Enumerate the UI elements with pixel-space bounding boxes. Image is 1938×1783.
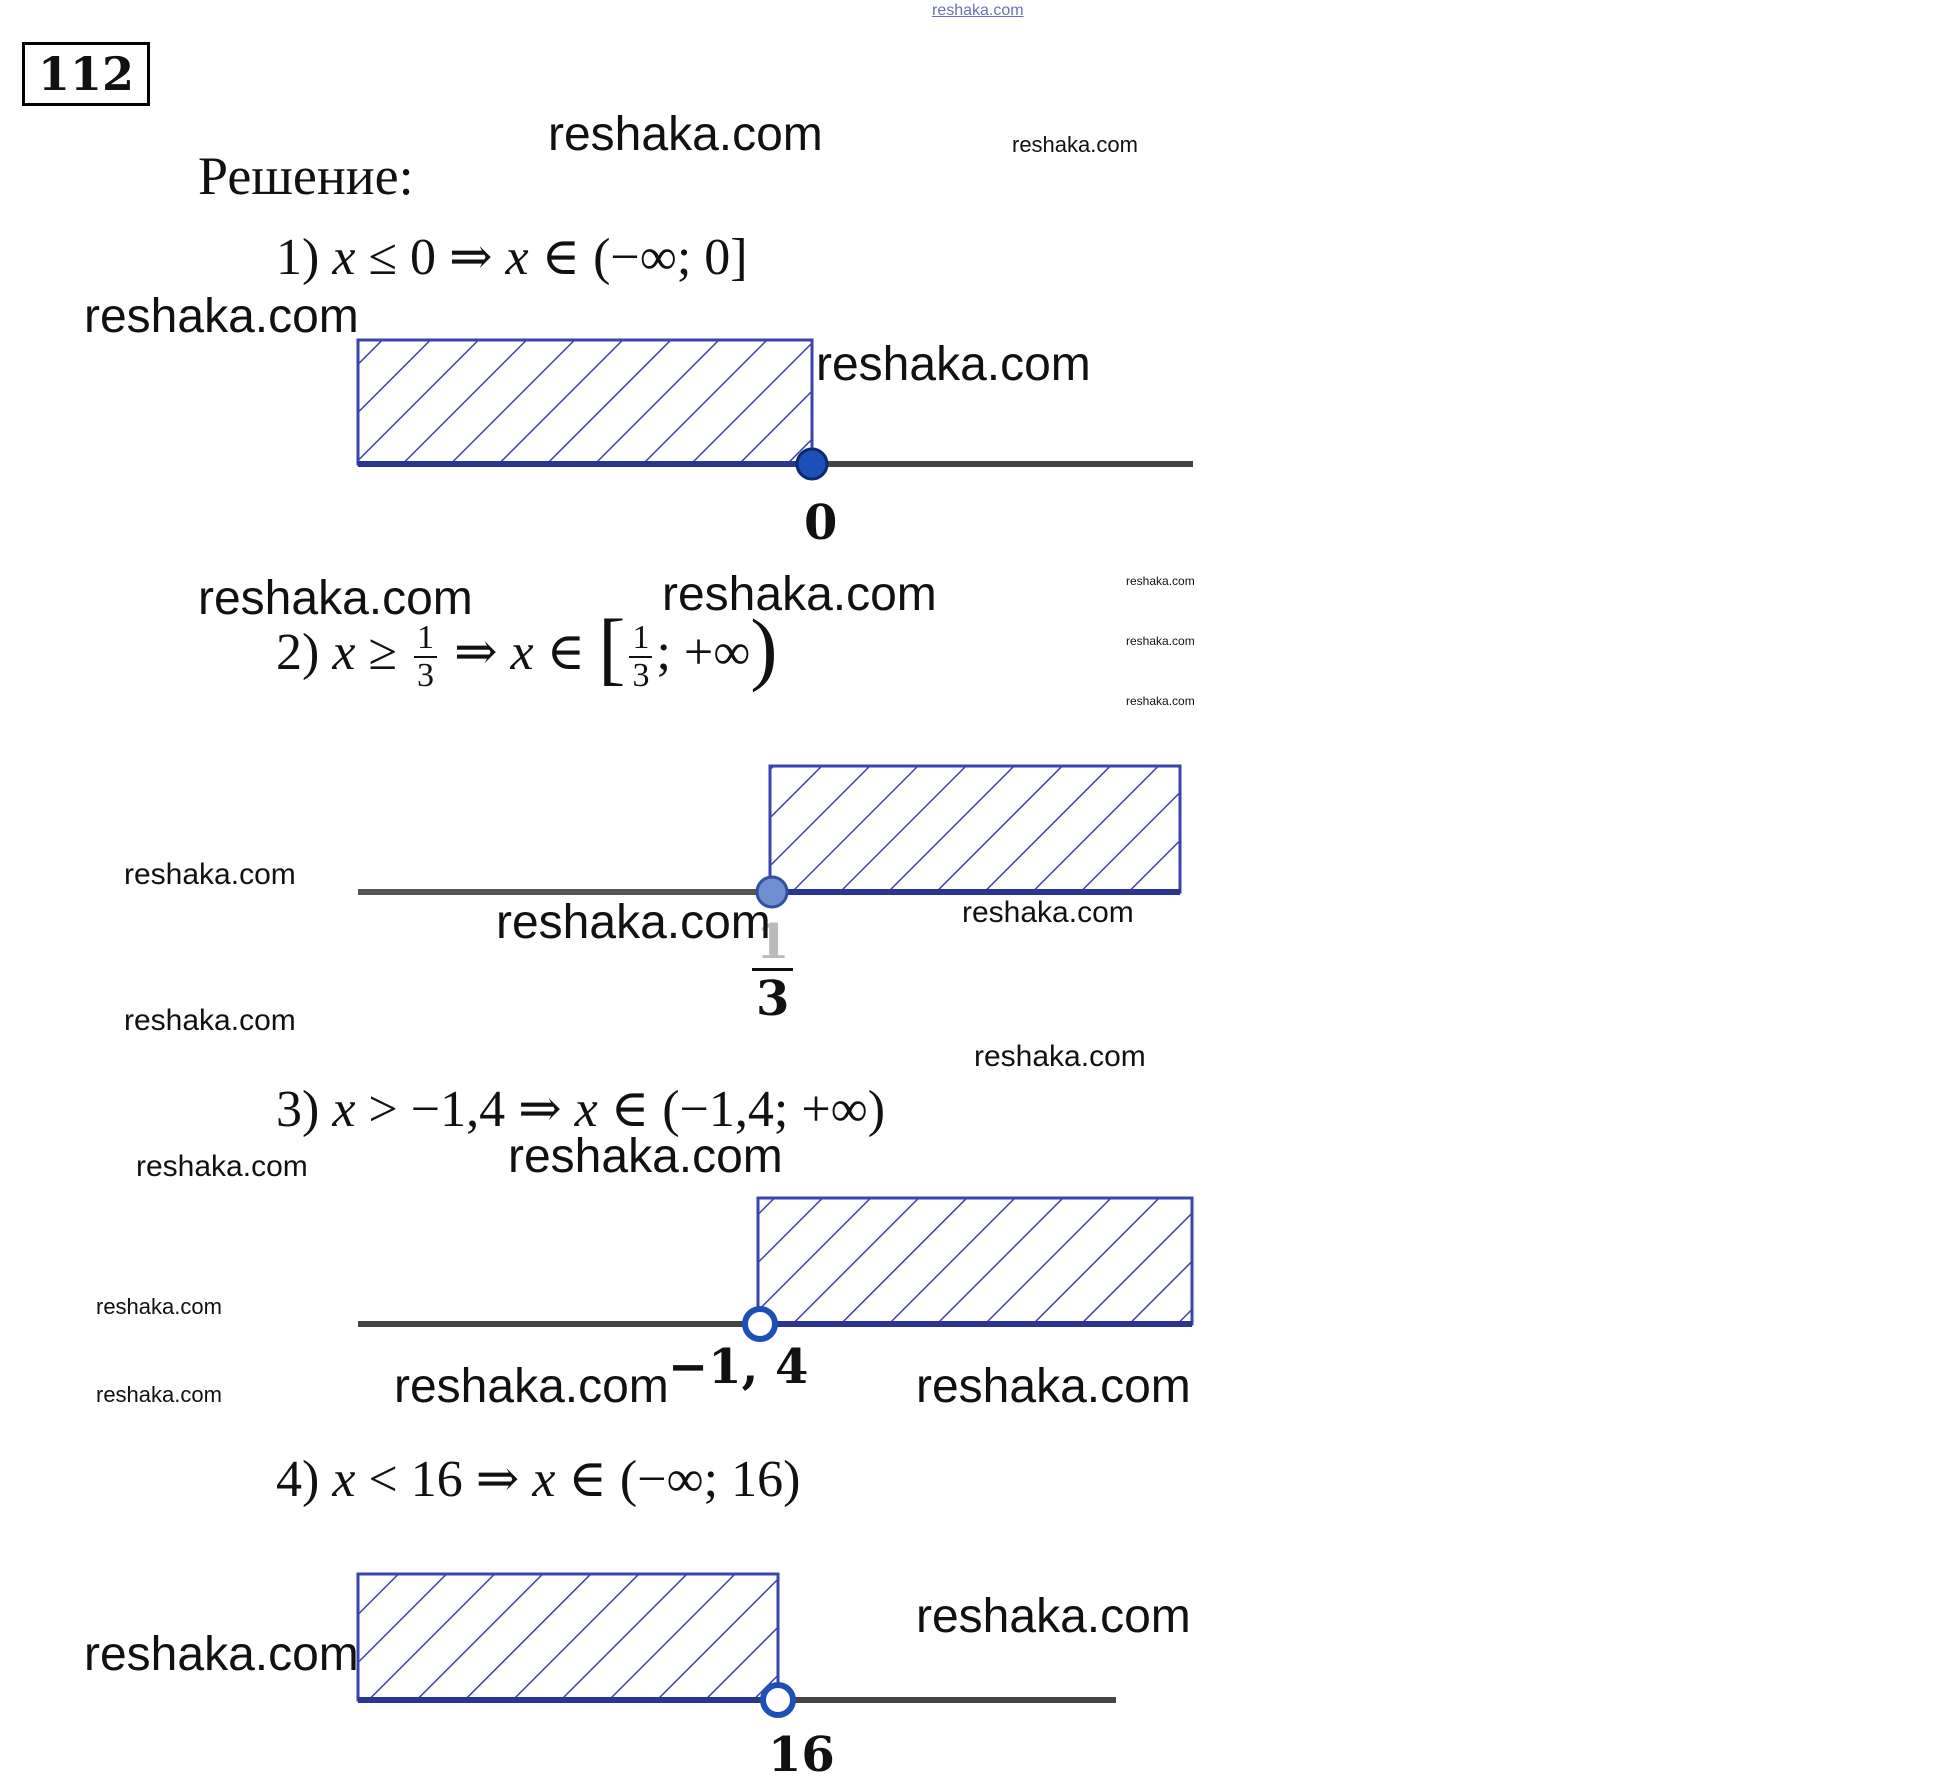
interval: ∈ (−∞; 16)	[568, 1451, 801, 1508]
interval: ∈ (−∞; 0]	[541, 229, 748, 286]
point-label-1: 0	[804, 495, 838, 551]
watermark: reshaka.com	[198, 572, 473, 625]
interval: ∈ (−1,4; +∞)	[610, 1081, 886, 1138]
shaded-region	[358, 340, 812, 464]
axis-fraction-denominator: 3	[756, 971, 790, 1027]
watermark: reshaka.com	[916, 1590, 1191, 1643]
variable: x	[332, 1081, 356, 1138]
problem-number: 112	[22, 42, 150, 106]
watermark: reshaka.com	[96, 1382, 222, 1407]
watermark: reshaka.com	[508, 1130, 783, 1183]
boundary-point	[797, 449, 827, 479]
item-index: 3)	[276, 1081, 320, 1138]
fraction	[414, 620, 437, 694]
watermark: reshaka.com	[394, 1360, 669, 1413]
fraction-numerator: 1	[629, 620, 652, 658]
number-line-3-group	[358, 1198, 1192, 1339]
watermark: reshaka.com	[1126, 634, 1195, 648]
variable: x	[510, 624, 534, 681]
fraction-denominator: 3	[632, 657, 650, 695]
watermark: reshaka.com	[974, 1040, 1146, 1073]
inequality-4	[276, 1448, 800, 1512]
shaded-region	[358, 1574, 778, 1700]
variable: x	[332, 229, 356, 286]
relation: < 16 ⇒	[368, 1451, 520, 1508]
watermark: reshaka.com	[96, 1294, 222, 1319]
relation: > −1,4 ⇒	[368, 1081, 562, 1138]
number-line-2-group	[358, 766, 1180, 907]
variable: x	[332, 1451, 356, 1508]
fraction-numerator: 1	[414, 620, 437, 658]
variable: x	[574, 1081, 598, 1138]
point-label-4: 16	[768, 1727, 835, 1783]
watermark: reshaka.com	[496, 896, 771, 949]
boundary-point	[763, 1685, 793, 1715]
interval-open-bracket: [	[598, 602, 626, 693]
watermark: reshaka.com	[84, 1628, 359, 1681]
solution-heading: Решение:	[198, 146, 414, 206]
interval-tail: ; +∞	[656, 624, 751, 681]
interval-close-paren: )	[750, 602, 778, 693]
membership: ∈	[546, 624, 586, 681]
watermark: reshaka.com	[916, 1360, 1191, 1413]
watermark: reshaka.com	[124, 858, 296, 891]
fraction-denominator: 3	[416, 657, 434, 695]
inequality-2	[276, 602, 778, 695]
implies-arrow: ⇒	[453, 624, 498, 681]
relation: ≥	[368, 624, 397, 681]
watermark: reshaka.com	[1012, 132, 1138, 157]
point-label-3: −1, 4	[668, 1339, 809, 1395]
axis-fraction-numerator: 1	[752, 916, 793, 971]
fraction	[629, 620, 652, 694]
variable: x	[332, 624, 356, 681]
watermark: reshaka.com	[84, 290, 359, 343]
boundary-point	[745, 1309, 775, 1339]
watermark: reshaka.com	[816, 338, 1091, 391]
watermark: reshaka.com	[962, 896, 1134, 929]
watermark: reshaka.com	[1126, 574, 1195, 588]
variable: x	[532, 1451, 556, 1508]
item-index: 4)	[276, 1451, 320, 1508]
watermark: reshaka.com	[124, 1004, 296, 1037]
variable: x	[505, 229, 529, 286]
watermark: reshaka.com	[136, 1150, 308, 1183]
watermark: reshaka.com	[662, 568, 937, 621]
shaded-region	[770, 766, 1180, 892]
watermark: reshaka.com	[548, 108, 823, 161]
relation: ≤ 0 ⇒	[368, 229, 493, 286]
shaded-region	[758, 1198, 1192, 1324]
site-header-watermark: reshaka.com	[932, 2, 1024, 19]
item-index: 2)	[276, 624, 320, 681]
item-index: 1)	[276, 229, 320, 286]
watermark: reshaka.com	[1126, 694, 1195, 708]
